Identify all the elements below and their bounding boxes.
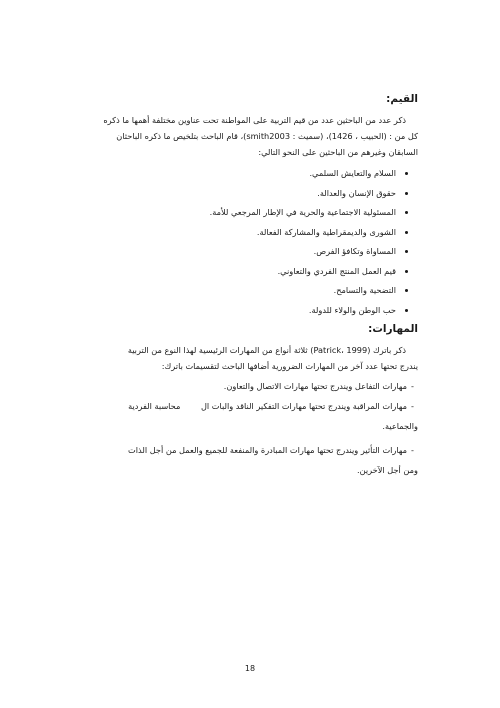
skill-item-monitoring [78,398,418,414]
values-list [78,164,418,320]
skill-dash: - [411,381,414,391]
values-intro-line-1: ذكر عدد من الباحثين عدد من قيم التربية على المواطنة تحت عناوين مختلفة أهمها ما ذكره [103,115,406,125]
values-list-item: المسئولية الاجتماعية والحرية في الإطار المرجعي للأمة. [78,203,408,223]
skill-continuation: والجماعية. [382,421,418,431]
values-list-item: حقوق الإنسان والعدالة. [78,184,408,204]
values-list-item: قيم العمل المنتج الفردي والتعاوني. [78,262,408,282]
skill-text: مهارات التأثير ويندرج تحتها مهارات المبادرة والمنفعة للجميع والعمل من أجل الذات [128,445,408,455]
skills-intro-line-2: يندرج تحتها عدد آخر من المهارات الضرورية أضافها الباحث لتقسيمات باترك: [161,361,418,371]
values-list-item: التضحية والتسامح. [78,281,408,301]
skills-heading: المهارات: [368,323,418,335]
values-list-item: الشورى والديمقراطية والمشاركة الفعالة. [78,223,408,243]
skill-text: مهارات التفاعل ويندرج تحتها مهارات الاتصال والتعاون. [223,381,408,391]
skills-section [78,322,418,478]
values-list-item: حب الوطن والولاء للدولة. [78,301,408,321]
skill-text-tail: محاسبة الفردية [128,401,181,411]
values-section [78,92,418,320]
values-intro-line-3: السابقان وغيرهم من الباحثين على النحو التالي: [258,147,418,157]
skill-continuation: ومن أجل الآخرين. [357,465,418,475]
values-list-item: المساواة وتكافؤ الفرص. [78,242,408,262]
skill-item-influence [78,442,418,458]
page-number: 18 [244,664,256,673]
skill-item-interaction [78,378,418,394]
skills-intro-line-1: ذكر باترك (Patrick، 1999) ثلاثة أنواع من المهارات الرئيسية لهذا النوع من التربية [127,345,406,355]
values-intro-line-2: كل من : (الحبيب ، 1426)، (سميث : smith2003)، قام الباحث بتلخيص ما ذكره الباحثان [116,131,418,141]
values-heading: القيم: [386,93,418,105]
page-content [78,92,418,478]
skill-text: مهارات المراقبة ويندرج تحتها مهارات التفكير الناقد والبات ال [200,401,408,411]
skill-dash: - [411,445,414,455]
values-list-item: السلام والتعايش السلمي. [78,164,408,184]
skill-dash: - [411,401,414,411]
